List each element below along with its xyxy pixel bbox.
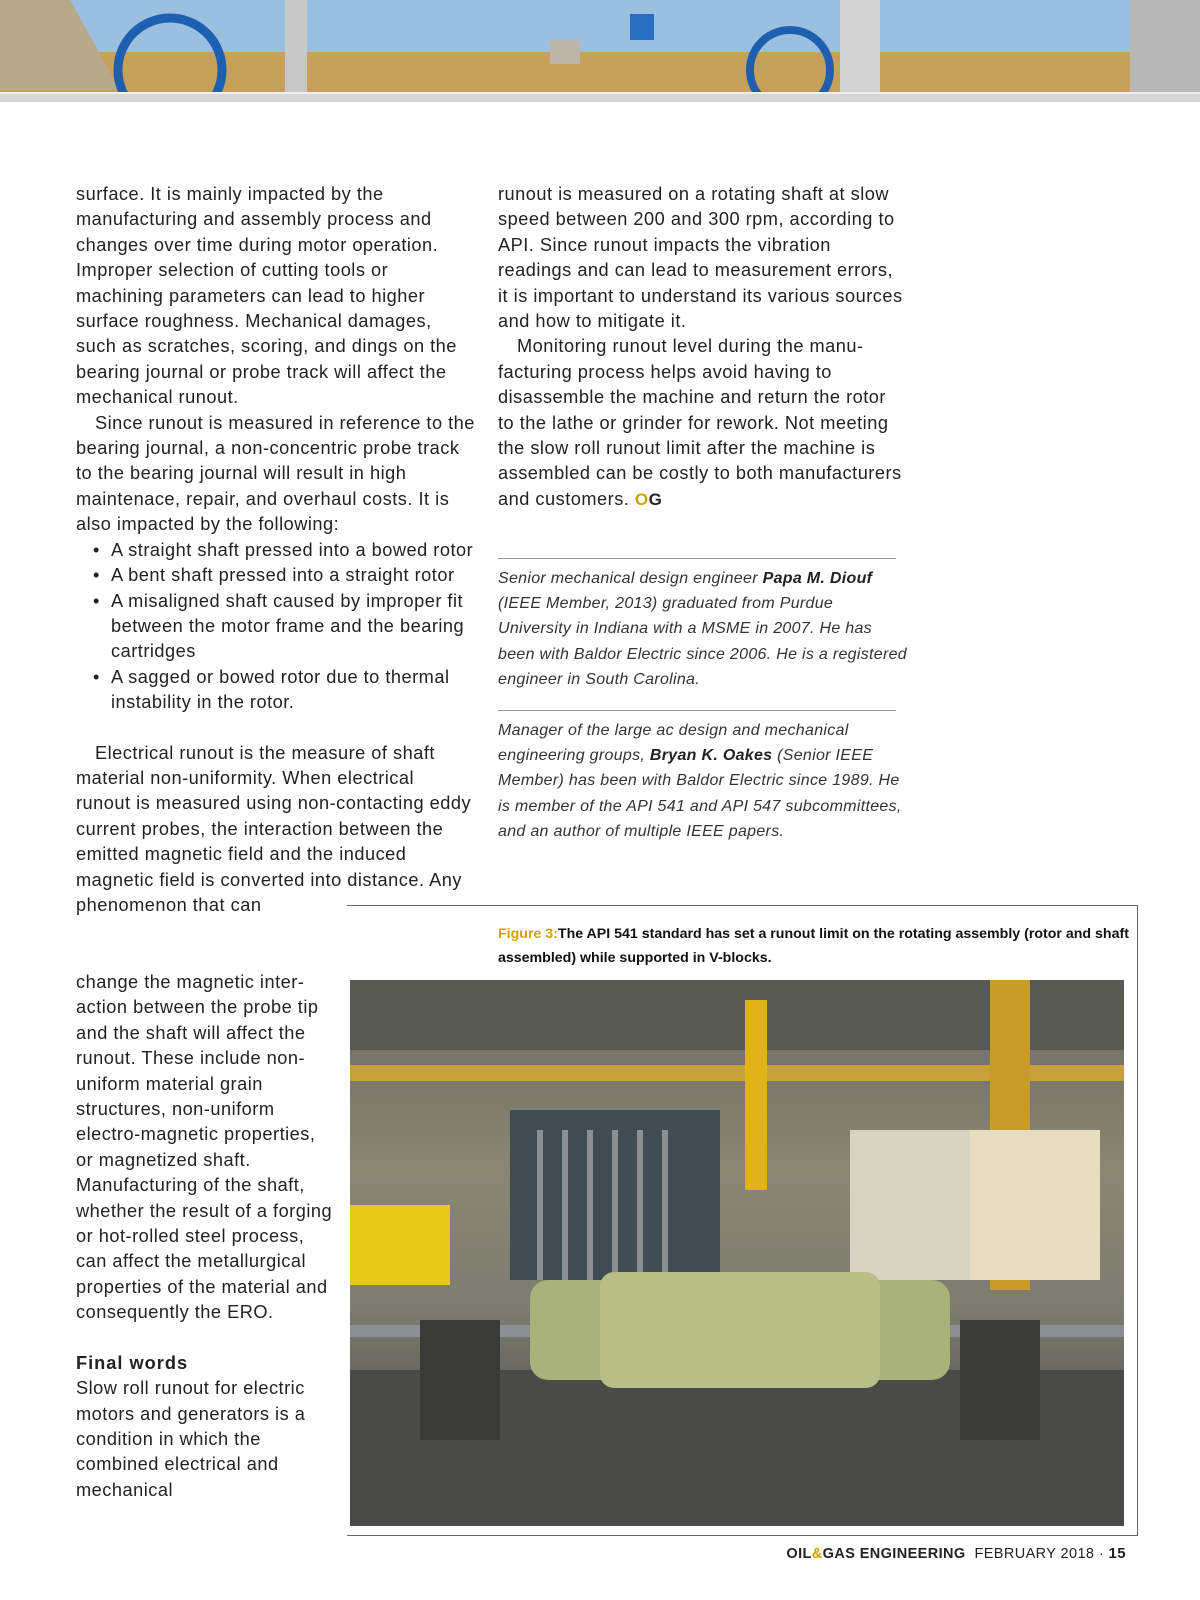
footer-separator: ·: [1098, 1546, 1105, 1562]
page-number: 15: [1108, 1545, 1126, 1562]
left-paragraph-4: Slow roll runout for electric motors and generators is a condition in which the combined electrical and mechanical: [76, 1378, 306, 1500]
figure-caption-text: The API 541 standard has set a runout limit on the rotating assembly (rotor and shaft assembled) while supported in V-blocks.: [498, 926, 1129, 966]
issue-date: FEBRUARY 2018: [974, 1546, 1095, 1562]
page-footer: [786, 1545, 1126, 1562]
left-column-narrow: [76, 970, 338, 1503]
banner-graphic: [0, 0, 1200, 102]
right-column: [498, 182, 903, 512]
left-column: [76, 182, 476, 918]
rotor-photo-graphic: [350, 980, 1124, 1526]
right-paragraph-2-text: Monitoring runout level during the manufacturing process helps avoid having to disassemble the machine and return the rotor to the lathe or grinder for rework. Not meeting the slow roll runout limit after the machine is assembled can be costly to both manufacturers and customers.: [498, 336, 902, 509]
list-item: • A sagged or bowed rotor due to thermal instability in the rotor.: [93, 665, 476, 716]
left-paragraph-2: Since runout is measured in reference to the bearing journal, a non-concentric probe track to the bearing journal will result in high maintenace, repair, and overhaul costs. It is also impacted by the following:: [76, 412, 475, 535]
left-paragraph-3-continued: change the magnetic interaction between the probe tip and the shaft will affect the runout. These include non-uniform material grain structures, non-uniform electro-magnetic properties, or magnetized shaft. Manufacturing of the shaft, whether the result of a forging or hot-rolled steel process, can affect the metallurgical properties of the material and consequently the ERO.: [76, 972, 333, 1323]
og-end-mark-icon: OG: [634, 489, 663, 509]
figure-caption: [498, 922, 1138, 970]
list-item: • A bent shaft pressed into a straight rotor: [93, 563, 476, 588]
bio-divider: [498, 710, 896, 711]
list-item: • A misaligned shaft caused by improper fit between the motor frame and the bearing cartridges: [93, 589, 476, 665]
author-name: Bryan K. Oakes: [649, 747, 773, 765]
banner-rail: [0, 92, 1200, 102]
left-paragraph-1: surface. It is mainly impacted by the manufacturing and assembly process and changes over time during motor operation. Improper selection of cutting tools or machining parameters can lead to higher surface roughness. Mechanical damages, such as scratches, scoring, and dings on the bearing journal or probe track will affect the mechanical runout.: [76, 184, 457, 408]
bio-divider: [498, 558, 896, 559]
runout-causes-list: [76, 538, 476, 716]
magazine-name: OIL&GAS ENGINEERING: [786, 1546, 966, 1562]
list-item: • A straight shaft pressed into a bowed rotor: [93, 538, 476, 563]
author-bio-diouf: Senior mechanical design engineer Papa M. Diouf (IEEE Member, 2013) graduated from Purdue University in Indiana with a MSME in 2007. He has been with Baldor Electric since 2006. He is a registered engineer in South Carolina.: [498, 570, 908, 688]
header-banner-photo: [0, 0, 1200, 102]
figure-label: Figure 3:: [498, 926, 558, 942]
right-paragraph-2: [498, 334, 903, 512]
right-paragraph-1: runout is measured on a rotating shaft at slow speed between 200 and 300 rpm, according to API. Since runout impacts the vibration readings and can lead to measurement errors, it is important to understand its various sources and how to mitigate it.: [498, 184, 903, 332]
figure-photo-rotor-on-v-blocks: [350, 980, 1124, 1526]
author-bio-oakes: Manager of the large ac design and mechanical engineering groups, Bryan K. Oakes (Senior IEEE Member) has been with Baldor Electric since 1989. He is member of the API 541 and API 547 subcommittees, and an author of multiple IEEE papers.: [498, 722, 902, 840]
author-name: Papa M. Diouf: [762, 570, 873, 587]
left-paragraph-3: Electrical runout is the measure of shaft material non-uniformity. When electrical runout is measured using non-contacting eddy current probes, the interaction between the emitted magnetic field and the induced magnetic field is converted into distance. Any phenomenon that can: [76, 742, 472, 915]
section-heading-final-words: Final words: [76, 1352, 189, 1373]
